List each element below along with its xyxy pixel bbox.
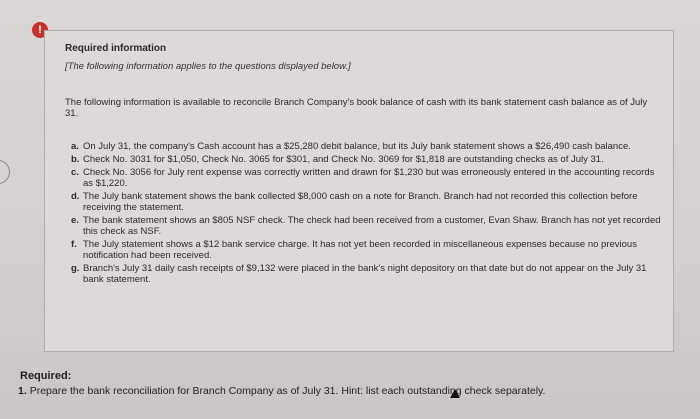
item-letter: d.: [71, 191, 80, 202]
list-item: [71, 141, 667, 152]
required-information-card: [44, 30, 674, 352]
alert-icon: !: [32, 22, 48, 38]
list-item: [71, 215, 667, 237]
mouse-cursor-icon: [450, 389, 460, 398]
intro-text: The following information is available to reconcile Branch Company's book balance of cash with its bank statement cash balance as of July 31.: [65, 97, 648, 119]
circle-icon: [0, 160, 10, 184]
item-text: The bank statement shows an $805 NSF check. The check had been received from a customer, Evan Shaw. Branch has not yet recorded this check as NSF.: [83, 215, 661, 237]
item-text: Branch's July 31 daily cash receipts of $9,132 were placed in the bank's night depository on that date but do not appear on the July 31 bank statement.: [83, 263, 647, 285]
list-item: [71, 167, 667, 189]
required-heading: Required:: [20, 370, 72, 382]
question-number: 1.: [18, 385, 27, 397]
item-letter: g.: [71, 263, 80, 274]
card-subtitle: [The following information applies to the questions displayed below.]: [65, 61, 351, 72]
item-text: Check No. 3056 for July rent expense was correctly written and drawn for $1,230 but was erroneously entered in the accounting records as $1,220.: [83, 167, 655, 189]
item-letter: e.: [71, 215, 79, 226]
info-list: [71, 141, 667, 287]
item-letter: c.: [71, 167, 79, 178]
list-item: [71, 191, 667, 213]
list-item: [71, 154, 667, 165]
item-text: Check No. 3031 for $1,050, Check No. 3065 for $301, and Check No. 3069 for $1,818 are outstanding checks as of July 31.: [83, 154, 604, 165]
item-letter: b.: [71, 154, 80, 165]
item-text: The July statement shows a $12 bank service charge. It has not yet been recorded in miscellaneous expenses because no previous notification had been received.: [83, 239, 637, 261]
item-text: On July 31, the company's Cash account has a $25,280 debit balance, but its July bank statement shows a $26,490 cash balance.: [83, 141, 631, 152]
card-title: Required information: [65, 43, 167, 54]
item-letter: a.: [71, 141, 79, 152]
question-text: Prepare the bank reconciliation for Branch Company as of July 31. Hint: list each outstanding check separately.: [29, 385, 546, 397]
list-item: [71, 263, 667, 285]
item-letter: f.: [71, 239, 77, 250]
item-text: The July bank statement shows the bank collected $8,000 cash on a note for Branch. Branch had not recorded this collection before receiving the statement.: [83, 191, 638, 213]
list-item: [71, 239, 667, 261]
question-1: [18, 385, 545, 397]
